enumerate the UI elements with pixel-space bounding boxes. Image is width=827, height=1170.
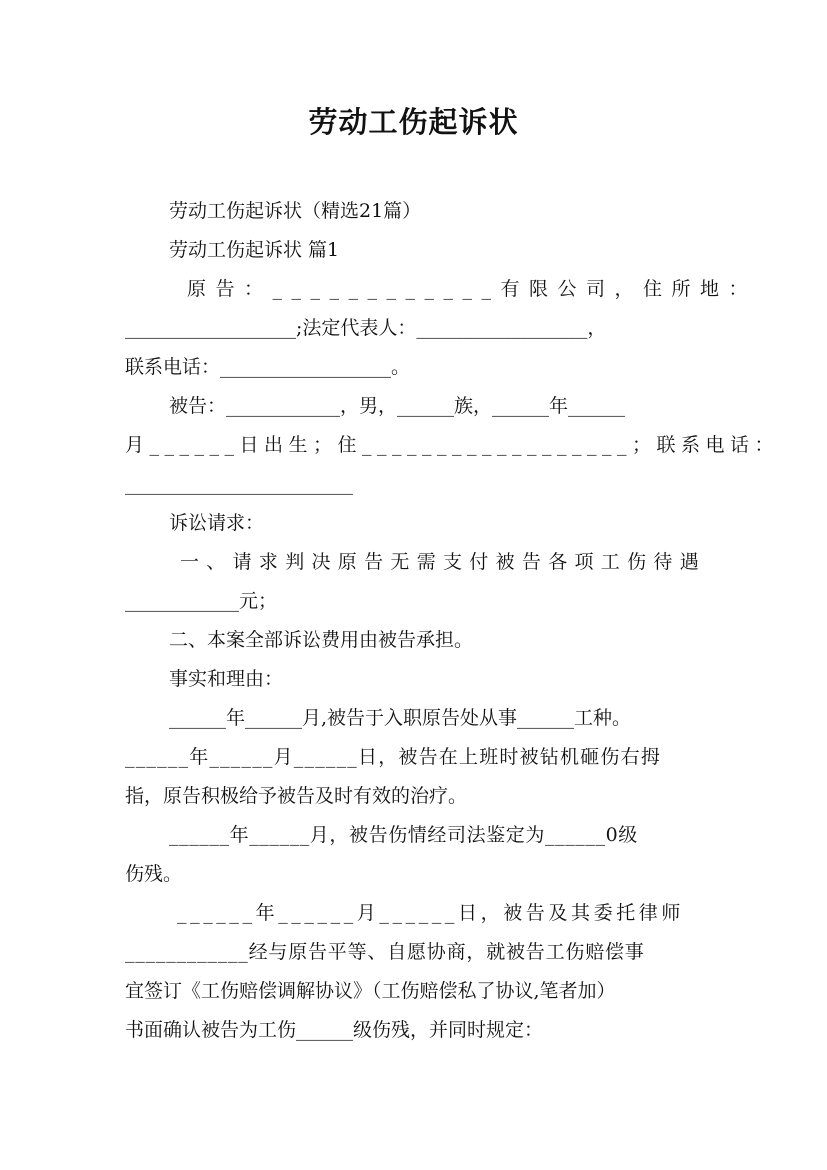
subtitle-line: 劳动工伤起诉状（精选21篇）: [169, 200, 422, 222]
defendant-line-3: ________________________: [125, 473, 353, 495]
defendant-line-2: 月______日出生；住__________________；联系电话：: [125, 434, 780, 456]
document-title: 劳动工伤起诉状: [308, 105, 519, 139]
facts-line-2: ______年______月______日，被告在上班时被钻机砸伤右拇: [125, 746, 662, 768]
plaintiff-phone-line: 联系电话：__________________。: [125, 356, 411, 378]
defendant-line: 被告：____________，男，______族，______年______: [169, 395, 626, 417]
facts-line-5: 伤残。: [125, 863, 183, 885]
section-heading: 劳动工伤起诉状 篇1: [169, 239, 340, 261]
facts-line-3: 指，原告积极给予被告及时有效的治疗。: [125, 785, 468, 807]
facts-line-9: 书面确认被告为工伤______级伤残，并同时规定：: [125, 1019, 544, 1041]
facts-heading: 事实和理由：: [169, 668, 284, 690]
claim-1-line: 一、请求判决原告无需支付被告各项工伤待遇: [180, 551, 707, 573]
facts-line-7: ____________经与原告平等、自愿协商，就被告工伤赔偿事: [125, 941, 645, 963]
facts-line-6: ______年______月______日，被告及其委托律师: [177, 902, 685, 924]
claim-2-line: 二、本案全部诉讼费用由被告承担。: [169, 629, 474, 651]
claims-heading: 诉讼请求：: [169, 512, 265, 534]
facts-line-1: ______年______月,被告于入职原告处从事______工种。: [169, 707, 632, 729]
facts-line-8: 宜签订《工伤赔偿调解协议》（工伤赔偿私了协议,笔者加）: [125, 980, 616, 1002]
facts-line-4: ______年______月，被告伤情经司法鉴定为______0级: [169, 824, 638, 846]
claim-1-line-2: ____________元；: [125, 590, 278, 612]
plaintiff-line-2: __________________;法定代表人：__________________，: [125, 317, 607, 339]
plaintiff-line: 原告：____________有限公司，住所地：: [187, 278, 758, 300]
